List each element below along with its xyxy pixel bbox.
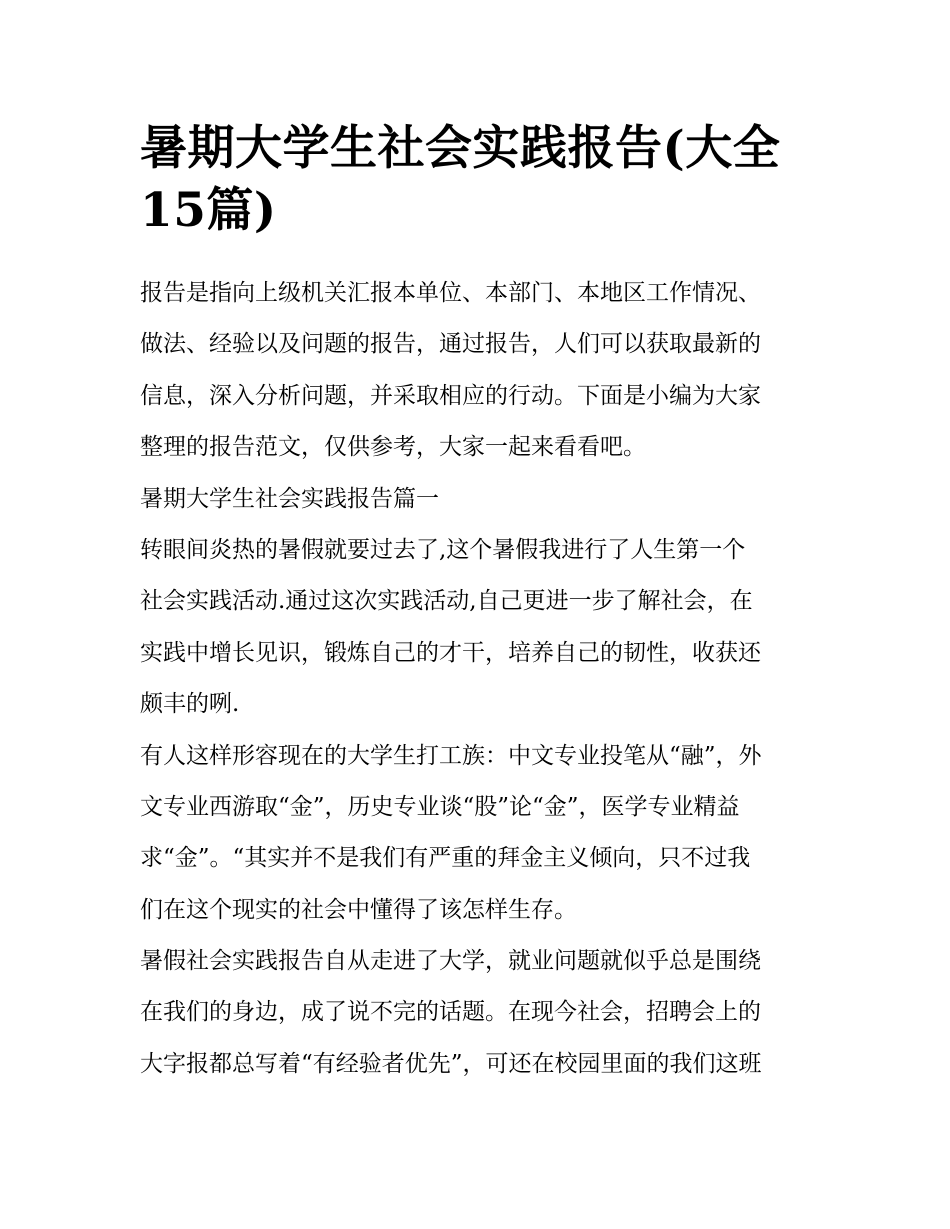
body-line-12: 求“金”。“其实并不是我们有严重的拜金主义倾向，只不过我 bbox=[140, 845, 751, 872]
body-line-4: 整理的报告范文，仅供参考，大家一起来看看吧。 bbox=[140, 434, 646, 461]
body-line-14: 暑假社会实践报告自从走进了大学，就业问题就似乎总是围绕 bbox=[140, 948, 761, 975]
document-title-line-1: 暑期大学生社会实践报告(大全 bbox=[140, 121, 781, 176]
body-line-6: 转眼间炎热的暑假就要过去了,这个暑假我进行了人生第一个 bbox=[140, 536, 746, 563]
body-line-16: 大字报都总写着“有经验者优先”，可还在校园里面的我们这班 bbox=[140, 1050, 762, 1077]
document-title bbox=[140, 118, 812, 242]
body-line-8: 实践中增长见识，锻炼自己的才干，培养自己的韧性，收获还 bbox=[140, 639, 761, 666]
body-line-13: 们在这个现实的社会中懂得了该怎样生存。 bbox=[140, 896, 577, 923]
body-line-11: 文专业西游取“金”，历史专业谈“股”论“金”，医学专业精益 bbox=[140, 793, 740, 820]
body-line-2: 做法、经验以及问题的报告，通过报告，人们可以获取最新的 bbox=[140, 331, 761, 358]
body-line-1: 报告是指向上级机关汇报本单位、本部门、本地区工作情况、 bbox=[140, 280, 761, 306]
document-page bbox=[140, 118, 812, 1096]
section-heading: 暑期大学生社会实践报告篇一 bbox=[140, 485, 439, 512]
document-body bbox=[140, 274, 812, 1083]
document-title-line-2: 15篇) bbox=[140, 183, 277, 238]
body-line-15: 在我们的身边，成了说不完的话题。在现今社会，招聘会上的 bbox=[140, 999, 761, 1026]
body-line-10: 有人这样形容现在的大学生打工族：中文专业投笔从“融”，外 bbox=[140, 742, 762, 769]
body-line-7: 社会实践活动.通过这次实践活动,自己更进一步了解社会，在 bbox=[140, 588, 753, 615]
body-line-3: 信息，深入分析问题，并采取相应的行动。下面是小编为大家 bbox=[140, 382, 761, 409]
body-line-9: 颇丰的咧. bbox=[140, 691, 240, 718]
